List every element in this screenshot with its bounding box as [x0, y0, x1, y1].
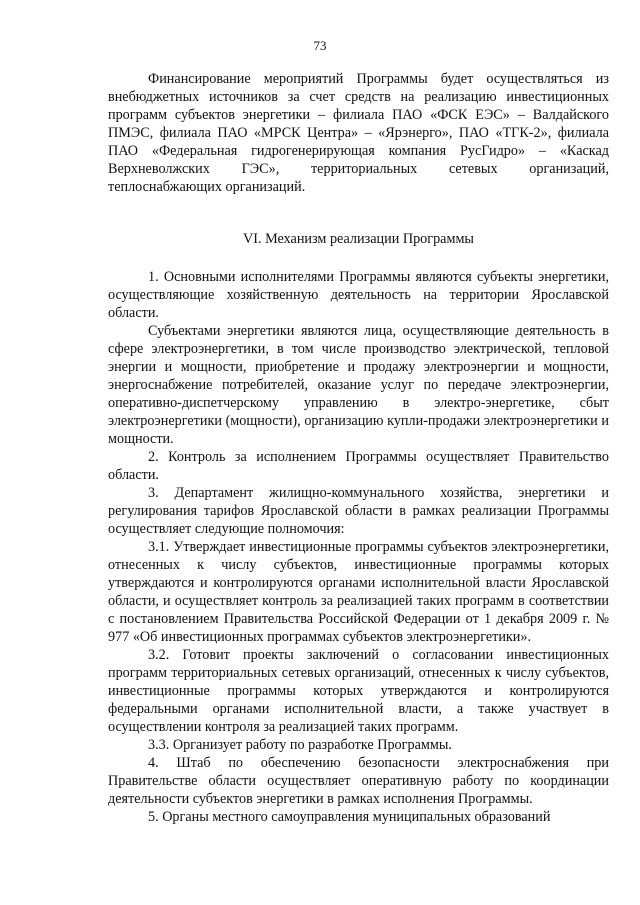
paragraph-2: 2. Контроль за исполнением Программы осуществляет Правительство области. — [108, 449, 609, 483]
paragraph-3-2: 3.2. Готовит проекты заключений о согласовании инвестиционных программ территориальных сетевых организаций, отнесенных к числу субъектов, инвестиционные программы которых утверждаются и контролируются федеральными органами исполнительной власти, а также участвует в осуществлении контроля за реализацией таких программ. — [108, 647, 609, 735]
paragraph-financing: Финансирование мероприятий Программы будет осуществляться из внебюджетных источников за счет средств на реализацию инвестиционных программ субъектов энергетики – филиала ПАО «ФСК ЕЭС» – Валдайского ПМЭС, филиала ПАО «МРСК Центра» – «Ярэнерго», ПАО «ТГК-2», филиала ПАО «Федеральная гидрогенерирующая компания РусГидро» – «Каскад Верхневолжских ГЭС», территориальных сетевых организаций, теплоснабжающих организаций. — [108, 71, 609, 195]
paragraph-1: 1. Основными исполнителями Программы являются субъекты энергетики, осуществляющие хозяйственную деятельность на территории Ярославской области. — [108, 269, 609, 321]
paragraph-3-3: 3.3. Организует работу по разработке Программы. — [148, 737, 452, 753]
paragraph-4: 4. Штаб по обеспечению безопасности электроснабжения при Правительстве области осуществляет оперативную работу по координации деятельности субъектов энергетики в рамках исполнения Программы. — [108, 755, 609, 807]
paragraph-5: 5. Органы местного самоуправления муниципальных образований — [148, 809, 551, 825]
page-number: 73 — [313, 38, 327, 53]
section-heading: VI. Механизм реализации Программы — [243, 231, 474, 247]
paragraph-3-1: 3.1. Утверждает инвестиционные программы субъектов электроэнергетики, отнесенных к числу субъектов, инвестиционные программы которых утверждаются и контролируются органами исполнительной власти Ярославской области, и осуществляет контроль за реализацией таких программ в соответствии с постановлением Правительства Российской Федерации от 1 декабря 2009 г. № 977 «Об инвестиционных программах субъектов электроэнергетики». — [108, 539, 609, 645]
paragraph-3: 3. Департамент жилищно-коммунального хозяйства, энергетики и регулирования тарифов Ярославской области в рамках реализации Программы осуществляет следующие полномочия: — [108, 485, 609, 537]
document-body — [108, 70, 609, 826]
paragraph-subjects-definition: Субъектами энергетики являются лица, осуществляющие деятельность в сфере электроэнергетики, в том числе производство электрической, тепловой энергии и мощности, приобретение и продажу электроэнергии и мощности, энергоснабжение потребителей, оказание услуг по передаче электроэнергии, оперативно-диспетчерскому управлению в электро-энергетике, сбыт электроэнергетики (мощности), организацию купли-продажи электроэнергетики и мощности. — [108, 323, 609, 447]
